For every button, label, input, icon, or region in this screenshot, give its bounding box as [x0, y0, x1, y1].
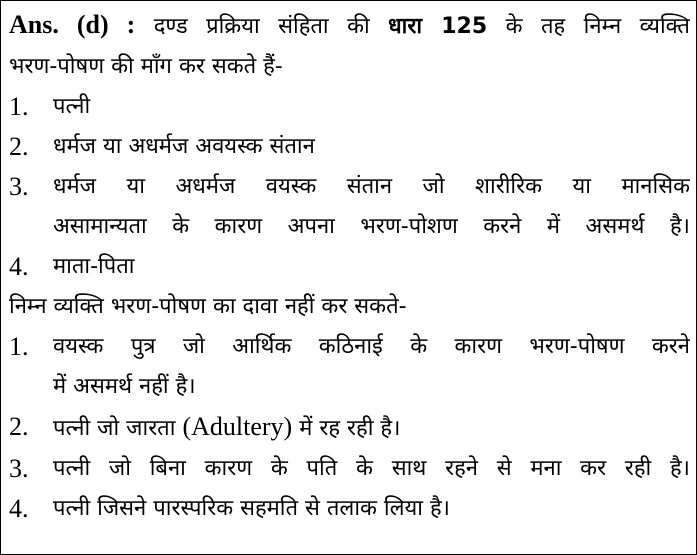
list-item — [9, 87, 690, 127]
item-number: 3. — [9, 172, 29, 201]
section-reference: धारा 125 — [388, 14, 488, 39]
item-text: पत्नी — [53, 94, 91, 119]
list-item — [9, 167, 690, 247]
list-item — [9, 247, 690, 287]
list-item — [9, 407, 690, 449]
adultery-term: (Adultery) — [182, 412, 293, 441]
list-item — [9, 449, 690, 489]
item-number: 2. — [9, 132, 29, 161]
cannot-claim-heading: निम्न व्यक्ति भरण-पोषण का दावा नहीं कर सकते- — [9, 294, 407, 319]
item-number: 1. — [9, 332, 29, 361]
intro-text-before: दण्ड प्रक्रिया संहिता की — [153, 14, 370, 39]
item-text: धर्मज या अधर्मज अवयस्क संतान — [53, 134, 315, 159]
item-text: पत्नी जो बिना कारण के पति के साथ रहने से मना कर रही है। — [53, 456, 690, 481]
item-number: 4. — [9, 494, 29, 523]
answer-label: Ans. (d) : — [9, 10, 136, 39]
item-text: धर्मज या अधर्मज वयस्क संतान जो शारीरिक या मानसिक — [53, 174, 690, 199]
answer-intro-line — [9, 5, 690, 47]
item-text-continued: असामान्यता के कारण अपना भरण-पोशण करने में असमर्थ है। — [53, 214, 690, 239]
item-number: 2. — [9, 412, 29, 441]
list-item — [9, 127, 690, 167]
item-text: माता-पिता — [53, 254, 135, 279]
list-item — [9, 327, 690, 407]
list-item — [9, 489, 690, 529]
item-text — [53, 407, 690, 449]
item-number: 1. — [9, 92, 29, 121]
item-text-part: पत्नी जो जारता — [53, 416, 176, 441]
item-text: वयस्क पुत्र जो आर्थिक कठिनाई के कारण भरण-पोषण करने — [53, 334, 690, 359]
item-text: पत्नी जिसने पारस्परिक सहमति से तलाक लिया है। — [53, 496, 451, 521]
answer-intro-line-2: भरण-पोषण की माँग कर सकते हैं- — [9, 54, 283, 79]
item-text-part: में रह रही है। — [299, 416, 401, 441]
intro-text-after: के तह निम्न व्यक्ति — [505, 14, 690, 39]
item-number: 3. — [9, 454, 29, 483]
item-text-continued: में असमर्थ नहीं है। — [53, 374, 196, 399]
item-number: 4. — [9, 252, 29, 281]
